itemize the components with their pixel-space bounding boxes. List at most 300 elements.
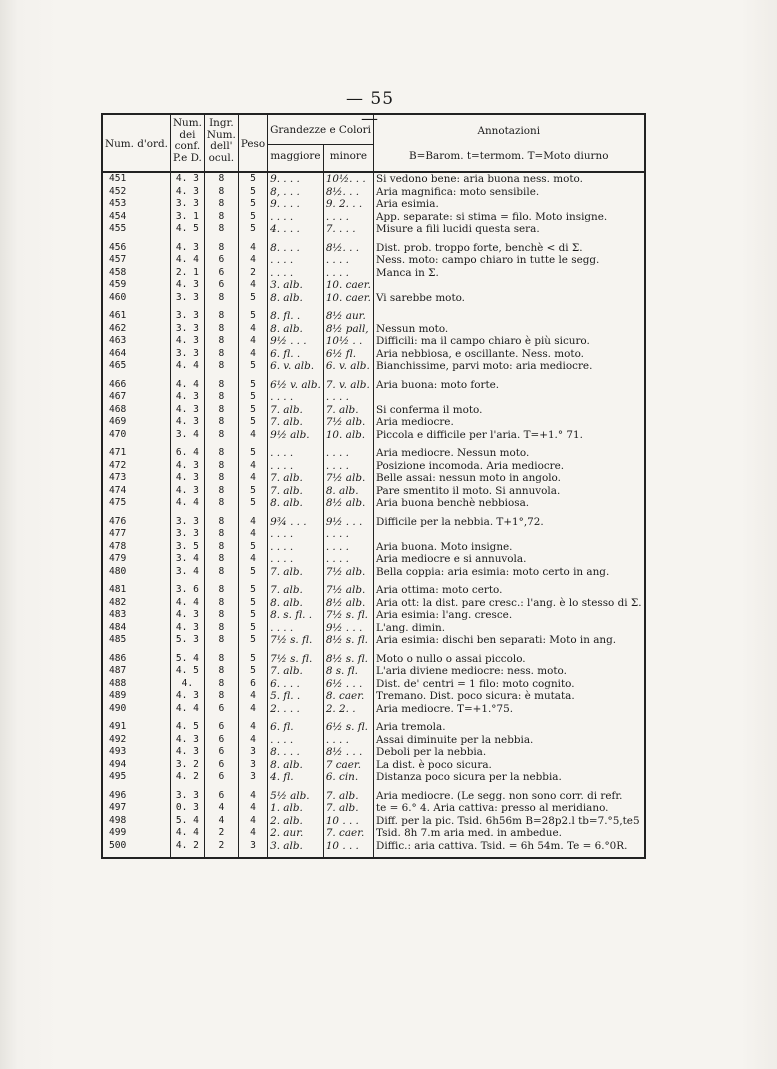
cell-maggiore: 5. fl. .: [268, 690, 324, 703]
cell-maggiore: . . . .: [268, 622, 324, 635]
table-row: [102, 634, 645, 647]
cell-annotazioni: Bella coppia: aria esimia: moto certo in ang.: [375, 565, 610, 578]
cell-ingr: 4: [204, 802, 238, 815]
header-minore: minore: [323, 145, 373, 173]
cell-num-conf: 3. 4: [170, 553, 204, 566]
cell-num-conf: 3. 1: [170, 211, 204, 224]
table-row: [102, 254, 645, 267]
cell-ingr: 8: [204, 622, 238, 635]
cell-minore: 8½ s. fl.: [323, 653, 373, 666]
cell-num-conf: 4. 2: [170, 840, 204, 859]
cell-num-conf: 4. 4: [170, 703, 204, 716]
cell-minore: . . . .: [323, 541, 373, 554]
cell-peso: 5: [238, 566, 267, 579]
cell-num-conf: 3. 3: [170, 348, 204, 361]
cell-annotazioni: Bianchissime, parvi moto: aria mediocre.: [375, 360, 593, 372]
cell-minore: 9½ . . .: [323, 516, 373, 529]
cell-maggiore: 6. . . .: [268, 678, 324, 691]
cell-annotazioni: Pare smentito il moto. Si annuvola.: [375, 484, 561, 497]
cell-num-conf: 3. 6: [170, 584, 204, 597]
cell-num-conf: 3. 4: [170, 566, 204, 579]
cell-num-ord: 462: [102, 323, 170, 336]
cell-ingr: 8: [204, 553, 238, 566]
table-row: [102, 541, 645, 554]
cell-annotazioni: Moto o nullo o assai piccolo.: [375, 652, 526, 665]
cell-annotazioni: La dist. è poco sicura.: [375, 758, 492, 771]
table-row: [102, 404, 645, 417]
table-row: [102, 198, 645, 211]
cell-ingr: 8: [204, 211, 238, 224]
cell-peso: 4: [238, 790, 267, 803]
cell-minore: 8½ alb.: [323, 497, 373, 510]
cell-annotazioni: [373, 391, 644, 404]
cell-annotazioni: Aria buona. Moto insigne.: [375, 540, 513, 553]
cell-num-conf: 4. 5: [170, 665, 204, 678]
cell-maggiore: 6. fl.: [268, 721, 324, 734]
cell-annotazioni: Aria esimia.: [375, 198, 439, 210]
cell-annotazioni: Aria magnifica: moto sensibile.: [375, 185, 540, 198]
cell-minore: 6½ s. fl.: [323, 721, 373, 734]
cell-num-conf: 4. 3: [170, 460, 204, 473]
cell-maggiore: 8. s. fl. .: [268, 609, 324, 622]
table-row: [102, 267, 645, 280]
cell-peso: 5: [238, 597, 267, 610]
cell-ingr: 8: [204, 416, 238, 429]
cell-num-conf: 0. 3: [170, 802, 204, 815]
cell-peso: 4: [238, 703, 267, 716]
cell-maggiore: 8. alb.: [268, 597, 324, 610]
cell-ingr: 8: [204, 597, 238, 610]
cell-peso: 6: [238, 678, 267, 691]
cell-minore: 9. 2. . .: [323, 198, 373, 211]
table-row: [102, 485, 645, 498]
cell-minore: 7. caer.: [323, 827, 373, 840]
table-row: [102, 609, 645, 622]
cell-annotazioni: [373, 310, 644, 323]
cell-peso: 4: [238, 254, 267, 267]
cell-num-ord: 472: [102, 460, 170, 473]
table-row: [102, 584, 645, 597]
table-row: [102, 360, 645, 373]
cell-num-conf: 4. 4: [170, 497, 204, 510]
cell-annotazioni: Piccola e difficile per l'aria. T=+1.° 71.: [375, 428, 583, 441]
cell-annotazioni: [373, 279, 644, 292]
cell-annotazioni: Tremano. Dist. poco sicura: è mutata.: [375, 690, 575, 702]
cell-annotazioni: Aria buona benchè nebbiosa.: [375, 497, 530, 509]
cell-minore: . . . .: [323, 254, 373, 267]
cell-peso: 5: [238, 310, 267, 323]
cell-peso: 5: [238, 653, 267, 666]
cell-minore: 7½ alb.: [323, 566, 373, 579]
cell-minore: 8. caer.: [323, 690, 373, 703]
cell-minore: 10. caer.: [323, 292, 373, 305]
cell-ingr: 8: [204, 678, 238, 691]
cell-minore: 7½ alb.: [323, 416, 373, 429]
cell-ingr: 8: [204, 516, 238, 529]
cell-maggiore: 7. alb.: [268, 404, 324, 417]
cell-maggiore: 7. alb.: [268, 472, 324, 485]
cell-maggiore: . . . .: [268, 391, 324, 404]
cell-num-ord: 474: [102, 485, 170, 498]
cell-annotazioni: Diffic.: aria cattiva. Tsid. = 6h 54m. Te = 6.°0R.: [375, 839, 628, 852]
cell-peso: 4: [238, 242, 267, 255]
cell-minore: 8 s. fl.: [323, 665, 373, 678]
cell-minore: 8½ s. fl.: [323, 634, 373, 647]
cell-num-conf: 4. 3: [170, 485, 204, 498]
cell-annotazioni: te = 6.° 4. Aria cattiva: presso al meridiano.: [375, 802, 609, 814]
cell-maggiore: . . . .: [268, 541, 324, 554]
cell-num-conf: 6. 4: [170, 447, 204, 460]
table-row: [102, 186, 645, 199]
cell-num-ord: 452: [102, 186, 170, 199]
cell-maggiore: 6. v. alb.: [268, 360, 324, 373]
cell-minore: . . . .: [323, 391, 373, 404]
cell-ingr: 6: [204, 703, 238, 716]
cell-num-ord: 491: [102, 721, 170, 734]
cell-maggiore: 7½ s. fl.: [268, 653, 324, 666]
cell-peso: 5: [238, 172, 267, 186]
cell-peso: 4: [238, 721, 267, 734]
cell-minore: 8½ aur.: [323, 310, 373, 323]
cell-maggiore: 4. . . .: [268, 223, 324, 236]
cell-ingr: 8: [204, 379, 238, 392]
header-maggiore: maggiore: [268, 145, 324, 173]
table-row: [102, 223, 645, 236]
table-row: [102, 497, 645, 510]
cell-ingr: 2: [204, 840, 238, 859]
table-row: [102, 460, 645, 473]
cell-peso: 4: [238, 279, 267, 292]
cell-num-ord: 488: [102, 678, 170, 691]
cell-ingr: 8: [204, 242, 238, 255]
cell-num-ord: 481: [102, 584, 170, 597]
cell-ingr: 8: [204, 323, 238, 336]
cell-minore: . . . .: [323, 447, 373, 460]
cell-num-conf: 5. 3: [170, 634, 204, 647]
header-ingr: Ingr. Num. dell' ocul.: [204, 114, 238, 172]
cell-maggiore: 7. alb.: [268, 566, 324, 579]
cell-minore: 7. v. alb.: [323, 379, 373, 392]
cell-peso: 5: [238, 622, 267, 635]
table-row: [102, 827, 645, 840]
cell-peso: 4: [238, 323, 267, 336]
cell-peso: 4: [238, 335, 267, 348]
cell-ingr: 8: [204, 472, 238, 485]
cell-num-conf: 4. 3: [170, 416, 204, 429]
cell-peso: 5: [238, 497, 267, 510]
cell-ingr: 8: [204, 292, 238, 305]
cell-peso: 3: [238, 759, 267, 772]
cell-ingr: 8: [204, 360, 238, 373]
table-row: [102, 472, 645, 485]
cell-num-conf: 3. 3: [170, 323, 204, 336]
cell-num-conf: 3. 5: [170, 541, 204, 554]
cell-num-conf: 3. 2: [170, 759, 204, 772]
cell-num-conf: 4. 3: [170, 609, 204, 622]
cell-ingr: 8: [204, 335, 238, 348]
page-number: — 55 —: [345, 89, 395, 129]
cell-annotazioni: [373, 528, 644, 541]
cell-num-ord: 476: [102, 516, 170, 529]
cell-num-ord: 451: [102, 172, 170, 186]
table-row: [102, 734, 645, 747]
cell-ingr: 8: [204, 198, 238, 211]
cell-annotazioni: Aria ottima: moto certo.: [375, 584, 503, 596]
cell-num-conf: 4. 3: [170, 734, 204, 747]
cell-minore: 10½ . .: [323, 335, 373, 348]
table-row: [102, 211, 645, 224]
cell-ingr: 4: [204, 815, 238, 828]
cell-num-ord: 458: [102, 267, 170, 280]
cell-minore: 10. alb.: [323, 429, 373, 442]
cell-maggiore: 8, . . .: [268, 186, 324, 199]
cell-num-ord: 478: [102, 541, 170, 554]
cell-num-ord: 464: [102, 348, 170, 361]
cell-ingr: 8: [204, 653, 238, 666]
cell-minore: . . . .: [323, 211, 373, 224]
cell-ingr: 6: [204, 254, 238, 267]
cell-num-conf: 4. 3: [170, 391, 204, 404]
cell-num-conf: 4. 4: [170, 827, 204, 840]
cell-num-conf: 4. 3: [170, 690, 204, 703]
header-num-ord: Num. d'ord.: [102, 114, 170, 172]
cell-minore: 8½ . . .: [323, 746, 373, 759]
cell-peso: 5: [238, 292, 267, 305]
cell-peso: 5: [238, 634, 267, 647]
cell-num-conf: 4. 2: [170, 771, 204, 784]
cell-ingr: 6: [204, 790, 238, 803]
cell-num-conf: 4. 3: [170, 472, 204, 485]
cell-num-conf: 4. 5: [170, 223, 204, 236]
cell-ingr: 8: [204, 223, 238, 236]
header-num-conf: Num. dei conf. P.e D.: [170, 114, 204, 172]
cell-maggiore: 2. aur.: [268, 827, 324, 840]
table-row: [102, 690, 645, 703]
cell-minore: 8½ pall,: [323, 323, 373, 336]
cell-num-conf: 4. 3: [170, 242, 204, 255]
cell-num-conf: 3. 3: [170, 516, 204, 529]
cell-ingr: 6: [204, 279, 238, 292]
cell-peso: 4: [238, 815, 267, 828]
table-body: [102, 172, 645, 858]
cell-num-ord: 463: [102, 335, 170, 348]
table-row: [102, 771, 645, 784]
cell-maggiore: 3. alb.: [268, 840, 324, 859]
cell-peso: 5: [238, 665, 267, 678]
cell-peso: 3: [238, 771, 267, 784]
cell-peso: 5: [238, 211, 267, 224]
cell-peso: 5: [238, 186, 267, 199]
table-row: [102, 746, 645, 759]
table-row: [102, 172, 645, 186]
table-row: [102, 759, 645, 772]
cell-num-ord: 479: [102, 553, 170, 566]
cell-maggiore: 6. fl. .: [268, 348, 324, 361]
cell-annotazioni: Vi sarebbe moto.: [375, 291, 465, 304]
cell-minore: 6½ . . .: [323, 678, 373, 691]
table-row: [102, 665, 645, 678]
cell-num-conf: 5. 4: [170, 653, 204, 666]
cell-num-ord: 498: [102, 815, 170, 828]
cell-maggiore: 9¾ . . .: [268, 516, 324, 529]
cell-ingr: 8: [204, 690, 238, 703]
cell-annotazioni: Aria mediocre. Nessun moto.: [375, 447, 530, 459]
cell-num-ord: 494: [102, 759, 170, 772]
cell-minore: 7½ alb.: [323, 584, 373, 597]
cell-maggiore: . . . .: [268, 447, 324, 460]
cell-minore: 6. v. alb.: [323, 360, 373, 373]
cell-minore: 8½ alb.: [323, 597, 373, 610]
cell-ingr: 6: [204, 771, 238, 784]
cell-num-conf: 4. 4: [170, 360, 204, 373]
cell-peso: 3: [238, 840, 267, 859]
cell-annotazioni: Aria mediocre.: [375, 416, 454, 428]
cell-num-conf: 4. 5: [170, 721, 204, 734]
cell-maggiore: 8. alb.: [268, 497, 324, 510]
cell-annotazioni: Assai diminuite per la nebbia.: [375, 733, 534, 746]
cell-minore: 7½ alb.: [323, 472, 373, 485]
cell-ingr: 8: [204, 528, 238, 541]
cell-maggiore: 2. . . .: [268, 703, 324, 716]
cell-num-ord: 483: [102, 609, 170, 622]
cell-num-ord: 466: [102, 379, 170, 392]
cell-num-ord: 482: [102, 597, 170, 610]
cell-peso: 5: [238, 447, 267, 460]
cell-num-conf: 5. 4: [170, 815, 204, 828]
cell-annotazioni: Dist. prob. troppo forte, benchè < di Σ.: [375, 241, 583, 254]
cell-minore: . . . .: [323, 267, 373, 280]
cell-ingr: 8: [204, 447, 238, 460]
cell-num-ord: 460: [102, 292, 170, 305]
cell-minore: 7. alb.: [323, 404, 373, 417]
cell-ingr: 8: [204, 460, 238, 473]
cell-ingr: 8: [204, 609, 238, 622]
cell-annotazioni: Posizione incomoda. Aria mediocre.: [375, 459, 565, 472]
cell-num-conf: 4. 3: [170, 622, 204, 635]
cell-peso: 5: [238, 416, 267, 429]
cell-minore: 2. 2. .: [323, 703, 373, 716]
cell-ingr: 8: [204, 310, 238, 323]
cell-ingr: 8: [204, 348, 238, 361]
cell-minore: 7. alb.: [323, 802, 373, 815]
cell-annotazioni: Aria ott: la dist. pare cresc.: l'ang. è lo stesso di Σ.: [375, 596, 642, 609]
cell-maggiore: 8. . . .: [268, 746, 324, 759]
cell-ingr: 6: [204, 267, 238, 280]
cell-maggiore: . . . .: [268, 734, 324, 747]
cell-maggiore: 9½ alb.: [268, 429, 324, 442]
table-row: [102, 802, 645, 815]
cell-ingr: 6: [204, 759, 238, 772]
cell-maggiore: 9. . . .: [268, 172, 324, 186]
cell-num-conf: 3. 3: [170, 310, 204, 323]
header-annotazioni-sub: B=Barom. t=termom. T=Moto diurno: [373, 145, 644, 173]
cell-maggiore: . . . .: [268, 528, 324, 541]
cell-peso: 5: [238, 391, 267, 404]
cell-num-ord: 470: [102, 429, 170, 442]
cell-ingr: 8: [204, 497, 238, 510]
cell-num-ord: 484: [102, 622, 170, 635]
cell-minore: . . . .: [323, 460, 373, 473]
cell-peso: 5: [238, 198, 267, 211]
cell-num-ord: 453: [102, 198, 170, 211]
cell-num-ord: 475: [102, 497, 170, 510]
cell-peso: 2: [238, 267, 267, 280]
cell-num-conf: 3. 3: [170, 292, 204, 305]
cell-num-conf: 3. 3: [170, 790, 204, 803]
cell-ingr: 8: [204, 584, 238, 597]
cell-num-conf: 4. 3: [170, 172, 204, 186]
cell-num-ord: 497: [102, 802, 170, 815]
cell-num-ord: 493: [102, 746, 170, 759]
cell-minore: 7. alb.: [323, 790, 373, 803]
cell-annotazioni: Difficili: ma il campo chiaro è più sicuro.: [375, 335, 590, 347]
cell-num-conf: 2. 1: [170, 267, 204, 280]
cell-minore: . . . .: [323, 734, 373, 747]
cell-peso: 5: [238, 379, 267, 392]
cell-maggiore: 7. alb.: [268, 584, 324, 597]
cell-maggiore: 8. fl. .: [268, 310, 324, 323]
cell-num-conf: 3. 3: [170, 528, 204, 541]
cell-minore: 6. cin.: [323, 771, 373, 784]
table-row: [102, 242, 645, 255]
cell-annotazioni: Nessun moto.: [375, 322, 449, 335]
cell-num-ord: 485: [102, 634, 170, 647]
cell-maggiore: 7. alb.: [268, 485, 324, 498]
cell-num-ord: 500: [102, 840, 170, 859]
table-row: [102, 815, 645, 828]
cell-maggiore: 9. . . .: [268, 198, 324, 211]
cell-maggiore: 8. . . .: [268, 242, 324, 255]
cell-num-conf: 4.: [170, 678, 204, 691]
cell-annotazioni: Dist. de' centri = 1 filo: moto cognito.: [375, 677, 575, 690]
cell-maggiore: 3. alb.: [268, 279, 324, 292]
table-row: [102, 379, 645, 392]
table-row: [102, 348, 645, 361]
cell-num-ord: 461: [102, 310, 170, 323]
cell-num-ord: 473: [102, 472, 170, 485]
cell-num-ord: 465: [102, 360, 170, 373]
table-row: [102, 416, 645, 429]
cell-maggiore: 6½ v. alb.: [268, 379, 324, 392]
cell-peso: 5: [238, 360, 267, 373]
cell-ingr: 8: [204, 429, 238, 442]
table-row: [102, 323, 645, 336]
table-row: [102, 721, 645, 734]
table-row: [102, 566, 645, 579]
cell-peso: 4: [238, 734, 267, 747]
cell-num-conf: 4. 3: [170, 404, 204, 417]
cell-annotazioni: L'ang. dimin.: [375, 621, 446, 634]
cell-annotazioni: Misure a fili lucidi questa sera.: [375, 223, 540, 235]
cell-peso: 4: [238, 516, 267, 529]
cell-annotazioni: Manca in Σ.: [375, 266, 439, 279]
cell-peso: 5: [238, 541, 267, 554]
cell-num-ord: 468: [102, 404, 170, 417]
cell-num-ord: 469: [102, 416, 170, 429]
table-row: [102, 678, 645, 691]
cell-num-conf: 4. 4: [170, 379, 204, 392]
cell-maggiore: 7. alb.: [268, 416, 324, 429]
cell-minore: 10. caer.: [323, 279, 373, 292]
table-row: [102, 653, 645, 666]
cell-ingr: 8: [204, 391, 238, 404]
cell-num-conf: 4. 3: [170, 186, 204, 199]
cell-num-conf: 4. 3: [170, 279, 204, 292]
cell-num-ord: 457: [102, 254, 170, 267]
table-row: [102, 840, 645, 859]
cell-num-ord: 471: [102, 447, 170, 460]
cell-minore: 10 . . .: [323, 815, 373, 828]
